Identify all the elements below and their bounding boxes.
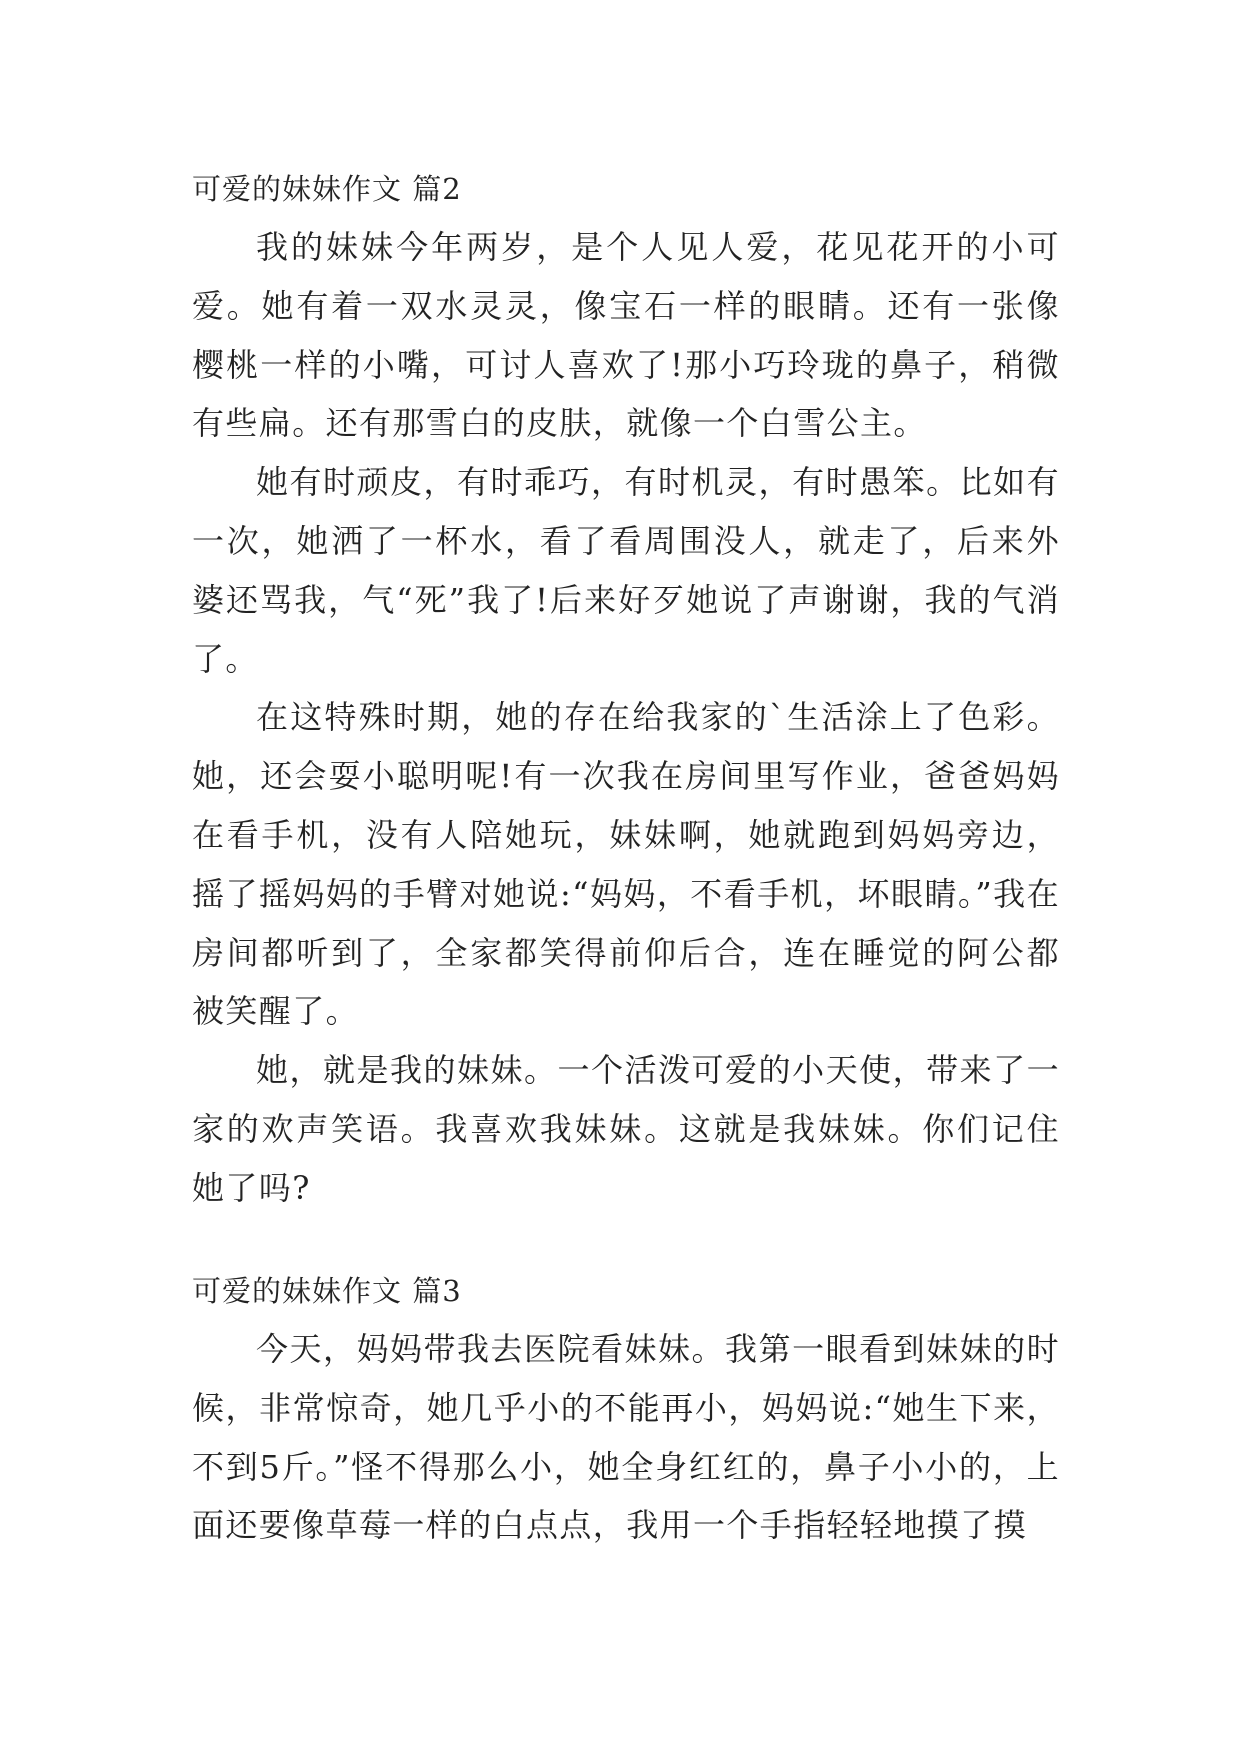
paragraph: 今天，妈妈带我去医院看妹妹。我第一眼看到妹妹的时候，非常惊奇，她几乎小的不能再小，妈妈说:“她生下来，不到5斤。”怪不得那么小，她全身红红的，鼻子小小的，上面还要像草莓一样的白点点，我用一个手指轻轻地摸了摸 bbox=[192, 1330, 1060, 1545]
paragraph: 她有时顽皮，有时乖巧，有时机灵，有时愚笨。比如有一次，她洒了一杯水，看了看周围没人，就走了，后来外婆还骂我，气“死”我了!后来好歹她说了声谢谢，我的气消了。 bbox=[192, 463, 1060, 678]
essay-section-2 bbox=[192, 160, 1060, 1218]
section-heading: 可爱的妹妹作文 篇2 bbox=[192, 172, 462, 206]
paragraph: 我的妹妹今年两岁，是个人见人爱，花见花开的小可爱。她有着一双水灵灵，像宝石一样的眼睛。还有一张像樱桃一样的小嘴，可讨人喜欢了!那小巧玲珑的鼻子，稍微有些扁。还有那雪白的皮肤，就像一个白雪公主。 bbox=[192, 228, 1060, 443]
essay-section-3 bbox=[192, 1262, 1060, 1555]
paragraph: 她，就是我的妹妹。一个活泼可爱的小天使，带来了一家的欢声笑语。我喜欢我妹妹。这就是我妹妹。你们记住她了吗? bbox=[192, 1051, 1060, 1207]
paragraph: 在这特殊时期，她的存在给我家的`生活涂上了色彩。她，还会耍小聪明呢!有一次我在房间里写作业，爸爸妈妈在看手机，没有人陪她玩，妹妹啊，她就跑到妈妈旁边，摇了摇妈妈的手臂对她说:“妈妈，不看手机，坏眼睛。”我在房间都听到了，全家都笑得前仰后合，连在睡觉的阿公都被笑醒了。 bbox=[192, 698, 1060, 1031]
section-heading: 可爱的妹妹作文 篇3 bbox=[192, 1274, 462, 1308]
